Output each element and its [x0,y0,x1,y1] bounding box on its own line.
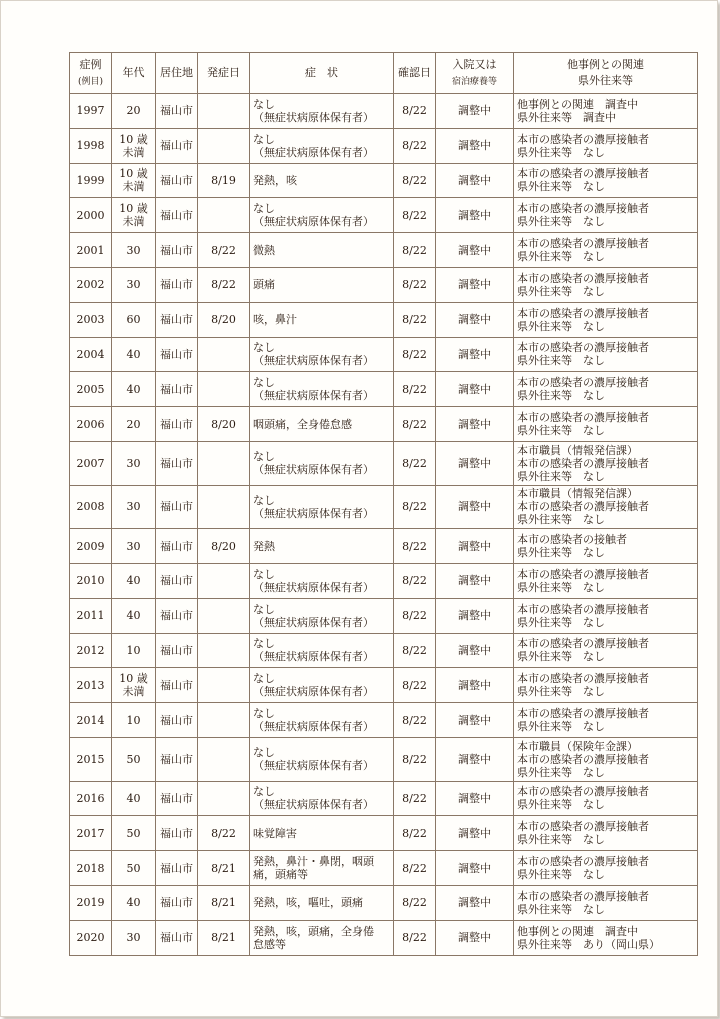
residence-cell: 福山市 [156,668,198,703]
hospital-status-cell: 調整中 [436,485,514,529]
residence-cell: 福山市 [156,163,198,198]
hospital-status-cell: 調整中 [436,668,514,703]
case-number-cell: 2001 [70,233,112,268]
symptoms-cell: なし （無症状病原体保有者） [250,128,394,163]
symptoms-cell: なし （無症状病原体保有者） [250,563,394,598]
relation-info-cell: 他事例との関連 調査中 県外往来等 あり（岡山県） [514,920,698,955]
header-residence: 居住地 [156,53,198,94]
table-row [70,485,698,529]
symptoms-cell: なし （無症状病原体保有者） [250,737,394,781]
symptoms-cell: なし （無症状病原体保有者） [250,633,394,668]
age-group-cell: 10 歳 未満 [112,128,156,163]
hospital-status-cell: 調整中 [436,851,514,886]
table-row [70,633,698,668]
confirmed-date-cell: 8/22 [394,851,436,886]
age-group-cell: 20 [112,94,156,129]
relation-info-cell: 本市職員（保険年金課） 本市の感染者の濃厚接触者 県外往来等 なし [514,737,698,781]
onset-date-cell: 8/21 [198,885,250,920]
onset-date-cell [198,441,250,485]
age-group-cell: 30 [112,485,156,529]
onset-date-cell [198,337,250,372]
onset-date-cell [198,598,250,633]
residence-cell: 福山市 [156,267,198,302]
hospital-status-cell: 調整中 [436,633,514,668]
confirmed-date-cell: 8/22 [394,598,436,633]
hospital-status-cell: 調整中 [436,337,514,372]
confirmed-date-cell: 8/22 [394,372,436,407]
relation-info-cell: 本市の感染者の濃厚接触者 県外往来等 なし [514,233,698,268]
hospital-status-cell: 調整中 [436,563,514,598]
residence-cell: 福山市 [156,198,198,233]
age-group-cell: 40 [112,337,156,372]
residence-cell: 福山市 [156,885,198,920]
residence-cell: 福山市 [156,563,198,598]
symptoms-cell: なし （無症状病原体保有者） [250,441,394,485]
table-row [70,885,698,920]
hospital-status-cell: 調整中 [436,372,514,407]
hospital-status-cell: 調整中 [436,781,514,816]
table-row [70,920,698,955]
symptoms-cell: なし （無症状病原体保有者） [250,94,394,129]
header-age: 年代 [112,53,156,94]
residence-cell: 福山市 [156,703,198,738]
residence-cell: 福山市 [156,851,198,886]
case-number-cell: 1997 [70,94,112,129]
residence-cell: 福山市 [156,633,198,668]
age-group-cell: 10 [112,633,156,668]
age-group-cell: 30 [112,267,156,302]
symptoms-cell: なし （無症状病原体保有者） [250,598,394,633]
hospital-status-cell: 調整中 [436,128,514,163]
residence-cell: 福山市 [156,94,198,129]
age-group-cell: 10 歳 未満 [112,668,156,703]
relation-info-cell: 本市の感染者の濃厚接触者 県外往来等 なし [514,372,698,407]
residence-cell: 福山市 [156,372,198,407]
age-group-cell: 30 [112,233,156,268]
table-row [70,703,698,738]
age-group-cell: 40 [112,563,156,598]
confirmed-date-cell: 8/22 [394,485,436,529]
case-number-cell: 2018 [70,851,112,886]
confirmed-date-cell: 8/22 [394,337,436,372]
onset-date-cell [198,128,250,163]
hospital-status-cell: 調整中 [436,816,514,851]
relation-info-cell: 本市職員（情報発信課） 本市の感染者の濃厚接触者 県外往来等 なし [514,441,698,485]
header-row [70,53,698,94]
onset-date-cell: 8/19 [198,163,250,198]
age-group-cell: 10 [112,703,156,738]
relation-info-cell: 本市の感染者の濃厚接触者 県外往来等 なし [514,668,698,703]
confirmed-date-cell: 8/22 [394,94,436,129]
case-number-cell: 2019 [70,885,112,920]
age-group-cell: 50 [112,737,156,781]
age-group-cell: 30 [112,441,156,485]
symptoms-cell: なし （無症状病原体保有者） [250,485,394,529]
symptoms-cell: 発熱，咳，嘔吐，頭痛 [250,885,394,920]
age-group-cell: 30 [112,529,156,564]
onset-date-cell: 8/20 [198,529,250,564]
relation-info-cell: 本市の感染者の濃厚接触者 県外往来等 なし [514,302,698,337]
onset-date-cell [198,781,250,816]
confirmed-date-cell: 8/22 [394,163,436,198]
table-row [70,441,698,485]
onset-date-cell: 8/20 [198,302,250,337]
header-symptoms: 症 状 [250,53,394,94]
relation-info-cell: 本市職員（情報発信課） 本市の感染者の濃厚接触者 県外往来等 なし [514,485,698,529]
residence-cell: 福山市 [156,781,198,816]
hospital-status-cell: 調整中 [436,233,514,268]
hospital-status-cell: 調整中 [436,198,514,233]
symptoms-cell: なし （無症状病原体保有者） [250,198,394,233]
confirmed-date-cell: 8/22 [394,703,436,738]
symptoms-cell: 発熱，鼻汁・鼻閉，咽頭 痛，頭痛等 [250,851,394,886]
case-number-cell: 1999 [70,163,112,198]
table-row [70,302,698,337]
onset-date-cell: 8/22 [198,233,250,268]
hospital-status-cell: 調整中 [436,163,514,198]
residence-cell: 福山市 [156,302,198,337]
relation-info-cell: 本市の感染者の濃厚接触者 県外往来等 なし [514,703,698,738]
symptoms-cell: なし （無症状病原体保有者） [250,781,394,816]
case-table-body [70,94,698,956]
symptoms-cell: 咳，鼻汁 [250,302,394,337]
relation-info-cell: 本市の感染者の濃厚接触者 県外往来等 なし [514,337,698,372]
confirmed-date-cell: 8/22 [394,267,436,302]
symptoms-cell: 発熱，咳 [250,163,394,198]
hospital-status-cell: 調整中 [436,703,514,738]
relation-info-cell: 本市の感染者の濃厚接触者 県外往来等 なし [514,198,698,233]
symptoms-cell: なし （無症状病原体保有者） [250,337,394,372]
case-number-cell: 1998 [70,128,112,163]
confirmed-date-cell: 8/22 [394,441,436,485]
hospital-status-cell: 調整中 [436,737,514,781]
symptoms-cell: 頭痛 [250,267,394,302]
symptoms-cell: なし （無症状病原体保有者） [250,668,394,703]
table-row [70,563,698,598]
confirmed-date-cell: 8/22 [394,563,436,598]
table-row [70,529,698,564]
case-number-cell: 2008 [70,485,112,529]
symptoms-cell: なし （無症状病原体保有者） [250,703,394,738]
table-row [70,267,698,302]
relation-info-cell: 本市の感染者の濃厚接触者 県外往来等 なし [514,633,698,668]
case-number-cell: 2011 [70,598,112,633]
onset-date-cell: 8/20 [198,407,250,442]
table-row [70,407,698,442]
onset-date-cell: 8/21 [198,920,250,955]
relation-info-cell: 他事例との関連 調査中 県外往来等 調査中 [514,94,698,129]
age-group-cell: 20 [112,407,156,442]
residence-cell: 福山市 [156,529,198,564]
case-number-cell: 2006 [70,407,112,442]
case-number-cell: 2016 [70,781,112,816]
confirmed-date-cell: 8/22 [394,668,436,703]
table-row [70,668,698,703]
table-row [70,372,698,407]
hospital-status-cell: 調整中 [436,441,514,485]
onset-date-cell [198,633,250,668]
confirmed-date-cell: 8/22 [394,529,436,564]
symptoms-cell: なし （無症状病原体保有者） [250,372,394,407]
residence-cell: 福山市 [156,441,198,485]
confirmed-date-cell: 8/22 [394,920,436,955]
onset-date-cell [198,94,250,129]
confirmed-date-cell: 8/22 [394,407,436,442]
table-row [70,128,698,163]
onset-date-cell [198,703,250,738]
residence-cell: 福山市 [156,920,198,955]
case-number-cell: 2003 [70,302,112,337]
hospital-status-cell: 調整中 [436,598,514,633]
onset-date-cell: 8/21 [198,851,250,886]
residence-cell: 福山市 [156,598,198,633]
case-number-cell: 2000 [70,198,112,233]
hospital-status-cell: 調整中 [436,885,514,920]
onset-date-cell: 8/22 [198,267,250,302]
residence-cell: 福山市 [156,407,198,442]
onset-date-cell [198,737,250,781]
confirmed-date-cell: 8/22 [394,781,436,816]
confirmed-date-cell: 8/22 [394,816,436,851]
onset-date-cell [198,372,250,407]
age-group-cell: 60 [112,302,156,337]
confirmed-date-cell: 8/22 [394,633,436,668]
table-row [70,816,698,851]
age-group-cell: 10 歳 未満 [112,163,156,198]
relation-info-cell: 本市の感染者の濃厚接触者 県外往来等 なし [514,851,698,886]
hospital-status-cell: 調整中 [436,94,514,129]
table-row [70,94,698,129]
hospital-status-cell: 調整中 [436,407,514,442]
age-group-cell: 40 [112,885,156,920]
case-number-cell: 2002 [70,267,112,302]
relation-info-cell: 本市の感染者の濃厚接触者 県外往来等 なし [514,563,698,598]
residence-cell: 福山市 [156,128,198,163]
onset-date-cell [198,668,250,703]
symptoms-cell: 味覚障害 [250,816,394,851]
case-number-cell: 2004 [70,337,112,372]
table-row [70,337,698,372]
age-group-cell: 10 歳 未満 [112,198,156,233]
header-case: 症例 (例目) [70,53,112,94]
case-table [69,52,698,956]
table-row [70,851,698,886]
symptoms-cell: 発熱 [250,529,394,564]
symptoms-cell: 咽頭痛，全身倦怠感 [250,407,394,442]
confirmed-date-cell: 8/22 [394,302,436,337]
header-onset: 発症日 [198,53,250,94]
relation-info-cell: 本市の感染者の濃厚接触者 県外往来等 なし [514,128,698,163]
header-hospital: 入院又は 宿泊療養等 [436,53,514,94]
residence-cell: 福山市 [156,337,198,372]
case-number-cell: 2017 [70,816,112,851]
residence-cell: 福山市 [156,233,198,268]
age-group-cell: 30 [112,920,156,955]
case-number-cell: 2020 [70,920,112,955]
confirmed-date-cell: 8/22 [394,233,436,268]
confirmed-date-cell: 8/22 [394,128,436,163]
table-row [70,233,698,268]
confirmed-date-cell: 8/22 [394,737,436,781]
age-group-cell: 50 [112,816,156,851]
table-row [70,598,698,633]
hospital-status-cell: 調整中 [436,302,514,337]
relation-info-cell: 本市の感染者の濃厚接触者 県外往来等 なし [514,598,698,633]
case-number-cell: 2005 [70,372,112,407]
case-number-cell: 2009 [70,529,112,564]
relation-info-cell: 本市の感染者の接触者 県外往来等 なし [514,529,698,564]
onset-date-cell: 8/22 [198,816,250,851]
residence-cell: 福山市 [156,737,198,781]
onset-date-cell [198,198,250,233]
case-number-cell: 2014 [70,703,112,738]
case-number-cell: 2010 [70,563,112,598]
onset-date-cell [198,563,250,598]
relation-info-cell: 本市の感染者の濃厚接触者 県外往来等 なし [514,885,698,920]
symptoms-cell: 発熱，咳，頭痛，全身倦 怠感等 [250,920,394,955]
confirmed-date-cell: 8/22 [394,885,436,920]
hospital-status-cell: 調整中 [436,529,514,564]
age-group-cell: 40 [112,372,156,407]
table-row [70,737,698,781]
onset-date-cell [198,485,250,529]
residence-cell: 福山市 [156,816,198,851]
residence-cell: 福山市 [156,485,198,529]
relation-info-cell: 本市の感染者の濃厚接触者 県外往来等 なし [514,816,698,851]
relation-info-cell: 本市の感染者の濃厚接触者 県外往来等 なし [514,267,698,302]
case-number-cell: 2013 [70,668,112,703]
confirmed-date-cell: 8/22 [394,198,436,233]
header-confirmed: 確認日 [394,53,436,94]
relation-info-cell: 本市の感染者の濃厚接触者 県外往来等 なし [514,781,698,816]
hospital-status-cell: 調整中 [436,920,514,955]
table-row [70,198,698,233]
case-number-cell: 2015 [70,737,112,781]
case-number-cell: 2012 [70,633,112,668]
relation-info-cell: 本市の感染者の濃厚接触者 県外往来等 なし [514,163,698,198]
hospital-status-cell: 調整中 [436,267,514,302]
symptoms-cell: 微熱 [250,233,394,268]
age-group-cell: 50 [112,851,156,886]
age-group-cell: 40 [112,781,156,816]
age-group-cell: 40 [112,598,156,633]
table-row [70,781,698,816]
case-number-cell: 2007 [70,441,112,485]
header-relation: 他事例との関連 県外往来等 [514,53,698,94]
relation-info-cell: 本市の感染者の濃厚接触者 県外往来等 なし [514,407,698,442]
table-row [70,163,698,198]
